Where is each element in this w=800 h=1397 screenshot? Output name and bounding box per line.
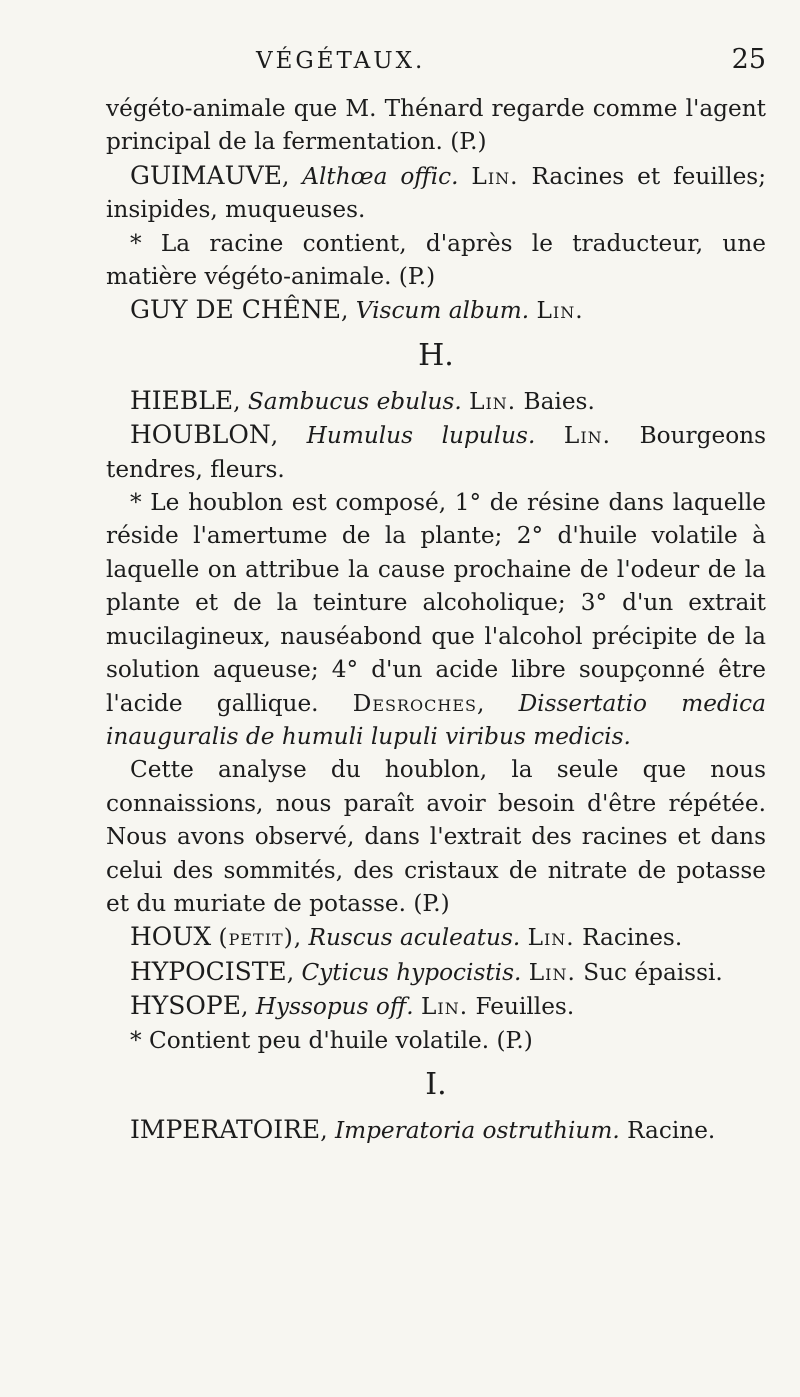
latin-name: Ruscus aculeatus. [308,924,521,952]
entry-headword: HOUBLON [130,420,271,450]
entry-hypociste: HYPOCISTE, Cyticus hypocistis. Lin. Suc épaissi. [130,956,723,986]
authority: Lin. [527,924,575,952]
entry-headword: HYPOCISTE [130,956,287,986]
entry-headword: GUY DE CHÊNE [130,295,342,325]
latin-name: Humulus lupulus. [306,422,536,450]
note-hysope: * Contient peu d'huile volatile. (P.) [130,1026,533,1054]
note-text: * Le houblon est composé, 1° de résine dans laquelle réside l'amertume de la plante; 2° d'huile volatile à laquelle on attribue la cause prochaine de l'odeur de la plante et de la teinture alcoholique; 3° d'un extrait mucilagineux, nauséabond que l'alcohol précipite de la solution aqueuse; 4° d'un acide libre soupçonné être l'acide gallique. [106,489,766,717]
running-head: VÉGÉTAUX. [256,48,426,74]
cited-author: Desroches [352,689,477,717]
authority: Lin. [563,422,612,450]
section-letter-i: I. [425,1066,447,1102]
entry-qualifier: (petit) [218,924,294,952]
entry-houx: HOUX (petit), Ruscus aculeatus. Lin. Racines. [130,922,683,952]
latin-name: Cyticus hypocistis. [301,958,522,986]
authority: Lin. [528,958,576,986]
entry-description: Suc épaissi. [583,958,723,986]
authority: Lin. [469,387,517,415]
entry-houblon: HOUBLON, Humulus lupulus. Lin. Bourgeons tendres, fleurs. [106,420,766,483]
entry-description: Racine. [627,1116,716,1144]
analysis-paragraph: Cette analyse du houblon, la seule que nous connaissions, nous paraît avoir besoin d'être répétée. Nous avons observé, dans l'extrait des racines et dans celui des sommités, des cristaux de nitrate de potasse et du muriate de potasse. (P.) [106,756,766,917]
entry-guimauve: GUIMAUVE, Althœa offic. Lin. Racines et feuilles; insipides, muqueuses. [106,160,767,224]
authority: Lin. [421,993,469,1021]
entry-description: Bourgeons tendres, fleurs. [106,422,766,483]
latin-name: Sambucus ebulus. [247,387,462,415]
entry-headword: HOUX [130,922,212,952]
cited-work: Dissertatio medica inauguralis de humuli lupuli viribus medicis. [106,689,766,750]
entry-description: Racines et feuilles; insipides, muqueuses. [106,162,767,224]
page-number: 25 [731,44,766,75]
entry-hieble: HIEBLE, Sambucus ebulus. Lin. Baies. [130,385,595,415]
latin-name: Hyssopus off. [255,993,414,1021]
continuation-paragraph: végéto-animale que M. Thénard regarde comme l'agent principal de la fermentation. (P.) [106,95,766,156]
authority: Lin. [536,297,584,325]
latin-name: Viscum album. [355,297,530,325]
entry-description: Racines. [582,924,683,952]
entry-headword: GUIMAUVE [130,160,282,190]
note-houblon: * Le houblon est composé, 1° de résine dans laquelle réside l'amertume de la plante; 2° d'huile volatile à laquelle on attribue la cause prochaine de l'odeur de la plante et de la teinture alcoholique; 3° d'un extrait mucilagineux, nauséabond que l'alcohol précipite de la solution aqueuse; 4° d'un acide libre soupçonné être l'acide gallique. Desroches, Dissertatio medica inauguralis de humuli lupuli viribus medicis. [106,489,766,750]
entry-description: Feuilles. [475,993,575,1021]
latin-name: Imperatoria ostruthium. [334,1116,620,1144]
entry-hysope: HYSOPE, Hyssopus off. Lin. Feuilles. [130,991,575,1021]
page-body [106,92,766,1147]
entry-guy-de-chene: GUY DE CHÊNE, Viscum album. Lin. [130,295,584,325]
entry-headword: HYSOPE [130,991,241,1021]
entry-imperatoire: IMPERATOIRE, Imperatoria ostruthium. Racine. [130,1114,716,1144]
note-guimauve: * La racine contient, d'après le traducteur, une matière végéto-animale. (P.) [106,229,766,291]
latin-name: Althœa offic. [302,162,459,190]
entry-description: Baies. [523,387,595,415]
entry-headword: IMPERATOIRE [130,1114,321,1144]
page-header [106,44,766,92]
authority: Lin. [471,162,519,190]
entry-headword: HIEBLE [130,385,234,415]
section-letter-h: H. [418,337,454,373]
